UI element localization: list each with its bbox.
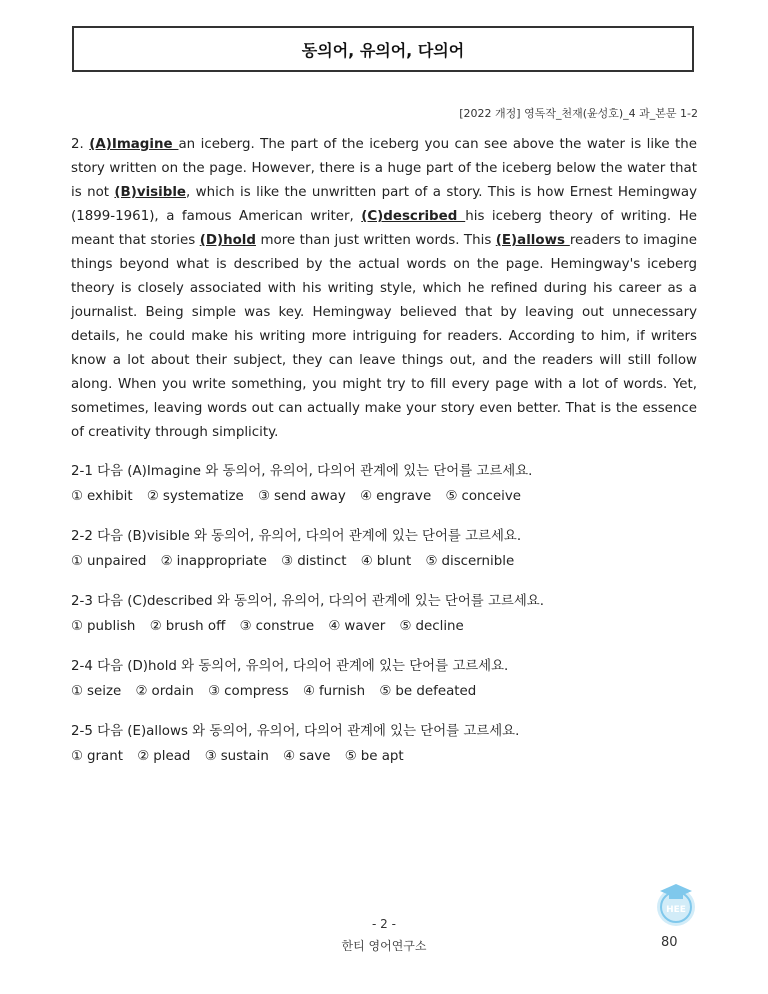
- option-2[interactable]: ② plead: [137, 749, 191, 764]
- option-list: [71, 614, 697, 640]
- option-1[interactable]: ① grant: [71, 749, 123, 764]
- option-5[interactable]: ⑤ be apt: [344, 749, 404, 764]
- option-5[interactable]: ⑤ be defeated: [379, 684, 477, 699]
- option-4[interactable]: ④ engrave: [360, 489, 432, 504]
- option-1[interactable]: ① exhibit: [71, 489, 133, 504]
- option-list: [71, 679, 697, 705]
- page-title: 동의어, 유의어, 다의어: [301, 40, 465, 60]
- question-2-4: [71, 655, 697, 705]
- question-stem: 2-1 다음 (A)Imagine 와 동의어, 유의어, 다의어 관계에 있는 단어를 고르세요.: [71, 464, 533, 479]
- target-word-d: (D)hold: [199, 233, 256, 248]
- passage-text: readers to imagine things beyond what is described by the actual words on the page. Hemingway's iceberg theory is closely associated with his writing style, which he refined during his career as a journalist. Being simple was key. Hemingway believed that by leaving out unnecessary details, he could make his writing more intriguing for readers. According to him, if writers know a lot about their subject, they can leave things out, and the readers will still follow along. When you write something, you might try to fill every page with a lot of words. Yet, sometimes, leaving words out can actually make your story even better. That is the essence of creativity through simplicity.: [71, 233, 697, 440]
- option-1[interactable]: ① publish: [71, 619, 136, 634]
- hee-logo-icon: [652, 880, 700, 928]
- passage-text: an iceberg. The part of the iceberg you can see above the water is like the story written on the page. However, there is a huge part of the iceberg below the water that is not: [71, 137, 697, 200]
- reading-passage: [71, 133, 697, 445]
- option-2[interactable]: ② brush off: [149, 619, 226, 634]
- target-word-c: (C)described: [361, 209, 466, 224]
- passage-text: more than just written words. This: [255, 233, 496, 248]
- question-2-2: [71, 525, 697, 575]
- logo-text: HEE: [666, 905, 686, 915]
- question-2-1: [71, 460, 697, 510]
- page-number: - 2 -: [372, 917, 396, 931]
- target-word-e: (E)allows: [495, 233, 570, 248]
- option-4[interactable]: ④ waver: [328, 619, 386, 634]
- question-stem: 2-5 다음 (E)allows 와 동의어, 유의어, 다의어 관계에 있는 단어를 고르세요.: [71, 724, 520, 739]
- option-1[interactable]: ① seize: [71, 684, 122, 699]
- question-2-3: [71, 590, 697, 640]
- passage-text: his iceberg theory of writing. He meant that stories: [71, 209, 697, 248]
- option-2[interactable]: ② inappropriate: [160, 554, 267, 569]
- question-list: [71, 460, 697, 785]
- option-4[interactable]: ④ blunt: [360, 554, 412, 569]
- page-title-box: [72, 26, 694, 72]
- footer-number: 80: [661, 935, 678, 950]
- option-2[interactable]: ② systematize: [146, 489, 244, 504]
- option-list: [71, 744, 697, 770]
- option-3[interactable]: ③ construe: [239, 619, 315, 634]
- question-stem: 2-2 다음 (B)visible 와 동의어, 유의어, 다의어 관계에 있는 단어를 고르세요.: [71, 529, 522, 544]
- option-list: [71, 484, 697, 510]
- option-2[interactable]: ② ordain: [135, 684, 194, 699]
- target-word-a: (A)Imagine: [89, 137, 179, 152]
- question-2-5: [71, 720, 697, 770]
- option-3[interactable]: ③ distinct: [281, 554, 347, 569]
- option-5[interactable]: ⑤ discernible: [425, 554, 515, 569]
- option-list: [71, 549, 697, 575]
- passage-number: 2.: [71, 137, 90, 152]
- option-4[interactable]: ④ save: [283, 749, 331, 764]
- option-3[interactable]: ③ compress: [208, 684, 289, 699]
- option-3[interactable]: ③ sustain: [204, 749, 269, 764]
- organization-name: 한티 영어연구소: [341, 939, 427, 953]
- question-stem: 2-3 다음 (C)described 와 동의어, 유의어, 다의어 관계에 있는 단어를 고르세요.: [71, 594, 544, 609]
- passage-text: , which is like the unwritten part of a story. This is how Ernest Hemingway (1899-1961), a famous American writer,: [71, 185, 697, 224]
- option-1[interactable]: ① unpaired: [71, 554, 147, 569]
- target-word-b: (B)visible: [114, 185, 186, 200]
- question-stem: 2-4 다음 (D)hold 와 동의어, 유의어, 다의어 관계에 있는 단어를 고르세요.: [71, 659, 509, 674]
- option-4[interactable]: ④ furnish: [302, 684, 366, 699]
- option-3[interactable]: ③ send away: [258, 489, 346, 504]
- source-label: [2022 개정] 영독작_천재(윤성호)_4 과_본문 1-2: [459, 107, 698, 120]
- option-5[interactable]: ⑤ decline: [399, 619, 464, 634]
- option-5[interactable]: ⑤ conceive: [445, 489, 521, 504]
